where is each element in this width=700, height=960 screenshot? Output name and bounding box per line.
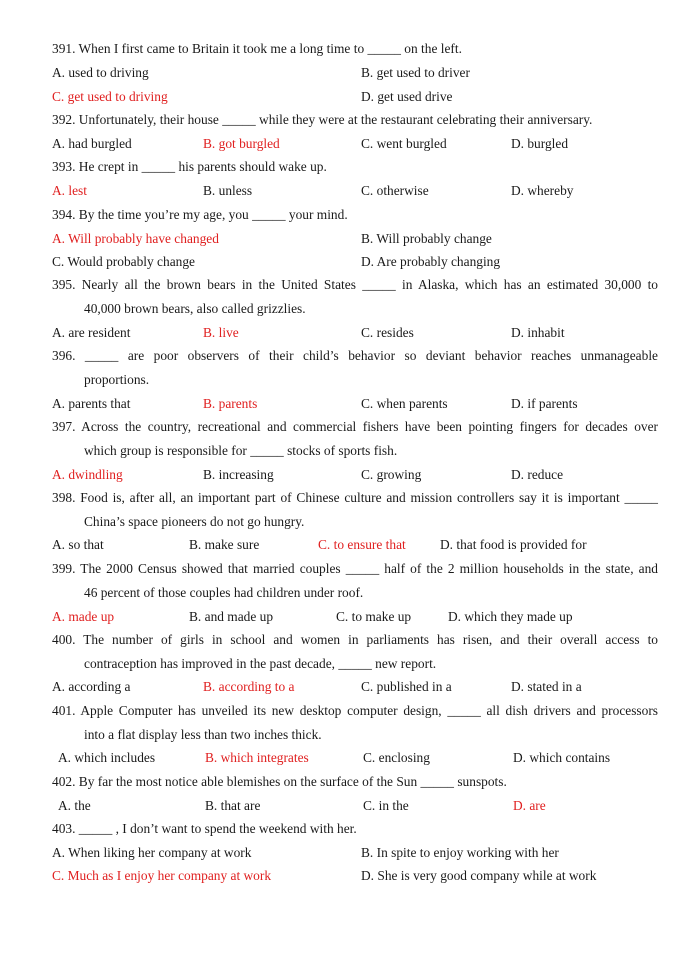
question-397-stem: 397. Across the country, recreational and commercial fishers have been pointing fingers for decades over: [52, 419, 658, 434]
option-392-a: A. had burgled: [52, 136, 132, 151]
option-391-a: A. used to driving: [52, 65, 149, 80]
question-395-stem: 395. Nearly all the brown bears in the United States _____ in Alaska, which has an estimated 30,000 to: [52, 277, 658, 292]
option-397-d: D. reduce: [511, 467, 564, 482]
option-401-a: A. which includes: [58, 750, 156, 765]
option-393-d: D. whereby: [511, 183, 574, 198]
question-391-stem: 391. When I first came to Britain it took me a long time to _____ on the left.: [52, 41, 462, 56]
option-393-a-answer: A. lest: [52, 183, 87, 198]
option-401-b-answer: B. which integrates: [205, 750, 309, 765]
question-393-stem: 393. He crept in _____ his parents should wake up.: [52, 159, 327, 174]
question-398-stem-cont: China’s space pioneers do not go hungry.: [84, 514, 305, 529]
option-398-a: A. so that: [52, 537, 104, 552]
option-401-c: C. enclosing: [363, 750, 430, 765]
option-392-d: D. burgled: [511, 136, 569, 151]
option-395-a: A. are resident: [52, 325, 131, 340]
question-394-stem: 394. By the time you’re my age, you _____ your mind.: [52, 207, 348, 222]
option-394-a-answer: A. Will probably have changed: [52, 231, 219, 246]
option-402-b: B. that are: [205, 798, 261, 813]
option-393-b: B. unless: [203, 183, 253, 198]
question-401-stem: 401. Apple Computer has unveiled its new desktop computer design, _____ all dish drivers and processors: [52, 703, 658, 718]
option-400-b-answer: B. according to a: [203, 679, 295, 694]
option-396-a: A. parents that: [52, 396, 131, 411]
option-391-c-answer: C. get used to driving: [52, 89, 168, 104]
question-400-stem-cont: contraception has improved in the past decade, _____ new report.: [84, 656, 437, 671]
option-392-c: C. went burgled: [361, 136, 447, 151]
option-403-a: A. When liking her company at work: [52, 845, 252, 860]
option-393-c: C. otherwise: [361, 183, 429, 198]
option-400-c: C. published in a: [361, 679, 452, 694]
option-403-b: B. In spite to enjoy working with her: [361, 845, 559, 860]
option-397-a-answer: A. dwindling: [52, 467, 123, 482]
option-396-d: D. if parents: [511, 396, 578, 411]
option-399-a-answer: A. made up: [52, 609, 115, 624]
option-399-d: D. which they made up: [448, 609, 573, 624]
question-397-stem-cont: which group is responsible for _____ stocks of sports fish.: [84, 443, 398, 458]
question-396-stem: 396. _____ are poor observers of their child’s behavior so deviant behavior reaches unmanageable: [52, 348, 658, 363]
option-399-c: C. to make up: [336, 609, 412, 624]
option-402-a: A. the: [58, 798, 91, 813]
option-399-b: B. and made up: [189, 609, 274, 624]
question-403-stem: 403. _____ , I don’t want to spend the weekend with her.: [52, 821, 357, 836]
question-399-stem: 399. The 2000 Census showed that married couples _____ half of the 2 million households in the state, and: [52, 561, 658, 576]
question-395-stem-cont: 40,000 brown bears, also called grizzlies.: [84, 301, 306, 316]
option-397-b: B. increasing: [203, 467, 274, 482]
option-403-c-answer: C. Much as I enjoy her company at work: [52, 868, 272, 883]
option-394-c: C. Would probably change: [52, 254, 195, 269]
option-398-d: D. that food is provided for: [440, 537, 587, 552]
option-402-d-answer: D. are: [513, 798, 546, 813]
option-397-c: C. growing: [361, 467, 422, 482]
option-392-b-answer: B. got burgled: [203, 136, 280, 151]
option-394-b: B. Will probably change: [361, 231, 492, 246]
option-394-d: D. Are probably changing: [361, 254, 501, 269]
question-401-stem-cont: into a flat display less than two inches thick.: [84, 727, 322, 742]
question-398-stem: 398. Food is, after all, an important part of Chinese culture and mission controllers say it is important _____: [52, 490, 658, 505]
option-396-c: C. when parents: [361, 396, 448, 411]
question-396-stem-cont: proportions.: [84, 372, 150, 387]
option-402-c: C. in the: [363, 798, 409, 813]
option-401-d: D. which contains: [513, 750, 611, 765]
question-399-stem-cont: 46 percent of those couples had children under roof.: [84, 585, 364, 600]
question-392-stem: 392. Unfortunately, their house _____ while they were at the restaurant celebrating their anniversary.: [52, 112, 593, 127]
question-402-stem: 402. By far the most notice able blemishes on the surface of the Sun _____ sunspots.: [52, 774, 507, 789]
option-391-b: B. get used to driver: [361, 65, 470, 80]
option-395-d: D. inhabit: [511, 325, 565, 340]
option-400-a: A. according a: [52, 679, 131, 694]
option-400-d: D. stated in a: [511, 679, 582, 694]
option-396-b-answer: B. parents: [203, 396, 258, 411]
option-403-d: D. She is very good company while at work: [361, 868, 597, 883]
option-398-b: B. make sure: [189, 537, 260, 552]
option-391-d: D. get used drive: [361, 89, 453, 104]
option-395-b-answer: B. live: [203, 325, 239, 340]
question-400-stem: 400. The number of girls in school and women in parliaments has risen, and their overall access to: [52, 632, 658, 647]
option-395-c: C. resides: [361, 325, 414, 340]
option-398-c-answer: C. to ensure that: [318, 537, 406, 552]
